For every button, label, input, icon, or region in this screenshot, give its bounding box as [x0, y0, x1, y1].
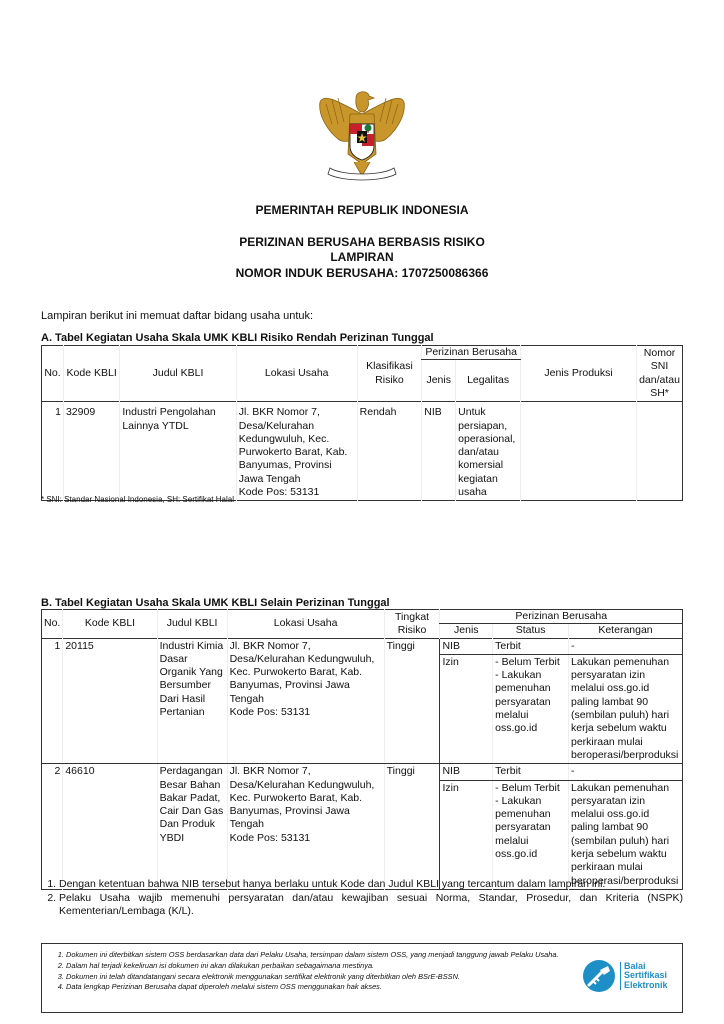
row-tingkat: Tinggi: [384, 764, 440, 890]
row-judul: Perdagangan Besar Bahan Bakar Padat, Cair Dan Gas Dan Produk YBDI: [157, 764, 227, 890]
row-lokasi: [227, 638, 384, 764]
row-kode: 20115: [63, 638, 157, 764]
footer-disclaimer-box: [41, 943, 683, 1013]
kode-pos: Kode Pos: 53131: [238, 486, 320, 499]
col-sni: Nomor SNI dan/atau SH*: [637, 346, 683, 402]
col-kode: Kode KBLI: [63, 346, 119, 402]
col-tingkat: Tingkat Risiko: [384, 610, 440, 639]
nib-number: NOMOR INDUK BERUSAHA: 1707250086366: [235, 266, 489, 280]
col-jenis-produksi: Jenis Produksi: [521, 346, 637, 402]
col-judul: Judul KBLI: [157, 610, 227, 639]
permit-jenis: Izin: [440, 780, 493, 889]
garuda-emblem-icon: [312, 84, 412, 188]
bsre-logo-text: [620, 962, 668, 991]
government-heading: PEMERINTAH REPUBLIK INDONESIA: [255, 203, 469, 217]
lokasi-text: Jl. BKR Nomor 7, Desa/Kelurahan Kedungwuluh, Kec. Purwokerto Barat, Kab. Banyumas, Provinsi Jawa Tengah: [229, 639, 375, 705]
col-legalitas: Legalitas: [456, 360, 521, 402]
col-lokasi: Lokasi Usaha: [227, 610, 384, 639]
col-status: Status: [493, 624, 569, 638]
table-a: [41, 345, 683, 501]
table-b: [41, 609, 683, 890]
document-subtitle: LAMPIRAN: [330, 250, 394, 264]
disclaimer-item: 3. Dokumen ini telah ditandatangani secara elektronik menggunakan sertifikat elektronik yang diterbitkan oleh BSrE-BSSN.: [66, 972, 586, 983]
row-klasifikasi: Rendah: [357, 402, 422, 501]
col-perizinan: Perizinan Berusaha: [440, 610, 683, 624]
row-no: 1: [42, 638, 63, 764]
note-item: 2. Pelaku Usaha wajib memenuhi persyaratan dan/atau kewajiban sesuai Norma, Standar, Prosedur, dan Kriteria (NSPK) Kementerian/Lembaga (K/L).: [59, 892, 683, 919]
row-kode: 46610: [63, 764, 157, 890]
permit-jenis: Izin: [440, 654, 493, 763]
row-kode: 32909: [63, 402, 119, 501]
col-perizinan: Perizinan Berusaha: [422, 346, 521, 360]
row-judul: Industri Kimia Dasar Organik Yang Bersumber Dari Hasil Pertanian: [157, 638, 227, 764]
row-lokasi: [236, 402, 357, 501]
col-jenis: Jenis: [422, 360, 456, 402]
permit-jenis: NIB: [440, 638, 493, 654]
col-no: No.: [44, 617, 61, 630]
col-keterangan: Keterangan: [568, 624, 682, 638]
logo-line: Sertifikasi: [624, 970, 668, 981]
kode-pos: Kode Pos: 53131: [229, 706, 311, 719]
row-jenis-produksi: [521, 402, 637, 501]
logo-line: Elektronik: [624, 979, 668, 990]
permit-keterangan: Lakukan pemenuhan persyaratan izin melalui oss.go.id paling lambat 90 (sembilan puluh) hari kerja sebelum waktu perkiraan mulai beroperasi/berproduksi: [568, 780, 682, 889]
table-row: [42, 638, 683, 654]
row-tingkat: Tinggi: [384, 638, 440, 764]
row-no: 1: [55, 406, 61, 419]
permit-keterangan: -: [568, 638, 682, 654]
permit-status: - Belum Terbit - Lakukan pemenuhan persyaratan melalui oss.go.id: [493, 654, 569, 763]
table-a-title: A. Tabel Kegiatan Usaha Skala UMK KBLI Risiko Rendah Perizinan Tunggal: [41, 332, 434, 344]
col-kode: Kode KBLI: [63, 610, 157, 639]
notes-list: [41, 878, 683, 919]
row-lokasi: [227, 764, 384, 890]
permit-keterangan: Lakukan pemenuhan persyaratan izin melalui oss.go.id paling lambat 90 (sembilan puluh) hari kerja sebelum waktu perkiraan mulai beroperasi/berproduksi: [568, 654, 682, 763]
table-row: [42, 764, 683, 780]
disclaimer-item: 2. Dalam hal terjadi kekeliruan isi dokumen ini akan dilakukan perbaikan sebagaimana mestinya.: [66, 961, 586, 972]
col-lokasi: Lokasi Usaha: [236, 346, 357, 402]
intro-text: Lampiran berikut ini memuat daftar bidang usaha untuk:: [41, 310, 314, 322]
row-no: 2: [54, 765, 61, 778]
col-judul: Judul KBLI: [120, 346, 236, 402]
lokasi-text: Jl. BKR Nomor 7, Desa/Kelurahan Kedungwuluh, Kec. Purwokerto Barat, Kab. Banyumas, Provinsi Jawa Tengah: [238, 406, 348, 485]
table-row: [42, 402, 683, 501]
permit-status: Terbit: [493, 764, 569, 780]
table-b-title: B. Tabel Kegiatan Usaha Skala UMK KBLI Selain Perizinan Tunggal: [41, 597, 390, 609]
disclaimer-item: 1. Dokumen ini diterbitkan sistem OSS berdasarkan data dari Pelaku Usaha, tersimpan dalam sistem OSS, yang menjadi tanggung jawab Pelaku Usaha.: [66, 950, 586, 961]
row-jenis: NIB: [422, 402, 456, 501]
col-jenis: Jenis: [440, 624, 493, 638]
bsre-logo: [582, 954, 677, 998]
note-item: 1. Dengan ketentuan bahwa NIB tersebut hanya berlaku untuk Kode dan Judul KBLI yang tercantum dalam lampiran ini.: [59, 878, 683, 892]
row-judul: Industri Pengolahan Lainnya YTDL: [120, 402, 236, 501]
col-klasifikasi: Klasifikasi Risiko: [357, 346, 422, 402]
permit-jenis: NIB: [440, 764, 493, 780]
table-a-footnote: * SNI: Standar Nasional Indonesia, SH: Sertifikat Halal: [41, 495, 234, 504]
row-sni: [637, 402, 683, 501]
permit-keterangan: -: [568, 764, 682, 780]
row-legalitas: Untuk persiapan, operasional, dan/atau komersial kegiatan usaha: [456, 402, 521, 501]
disclaimer-item: 4. Data lengkap Perizinan Berusaha dapat diperoleh melalui sistem OSS menggunakan hak akses.: [66, 982, 586, 993]
document-title: PERIZINAN BERUSAHA BERBASIS RISIKO: [239, 235, 485, 249]
logo-line: Balai: [624, 960, 646, 971]
bsre-key-icon: [582, 959, 616, 993]
permit-status: Terbit: [493, 638, 569, 654]
permit-status: - Belum Terbit - Lakukan pemenuhan persyaratan melalui oss.go.id: [493, 780, 569, 889]
lokasi-text: Jl. BKR Nomor 7, Desa/Kelurahan Kedungwuluh, Kec. Purwokerto Barat, Kab. Banyumas, Provinsi Jawa Tengah: [229, 765, 375, 831]
col-no: No.: [44, 367, 61, 379]
kode-pos: Kode Pos: 53131: [229, 831, 311, 844]
